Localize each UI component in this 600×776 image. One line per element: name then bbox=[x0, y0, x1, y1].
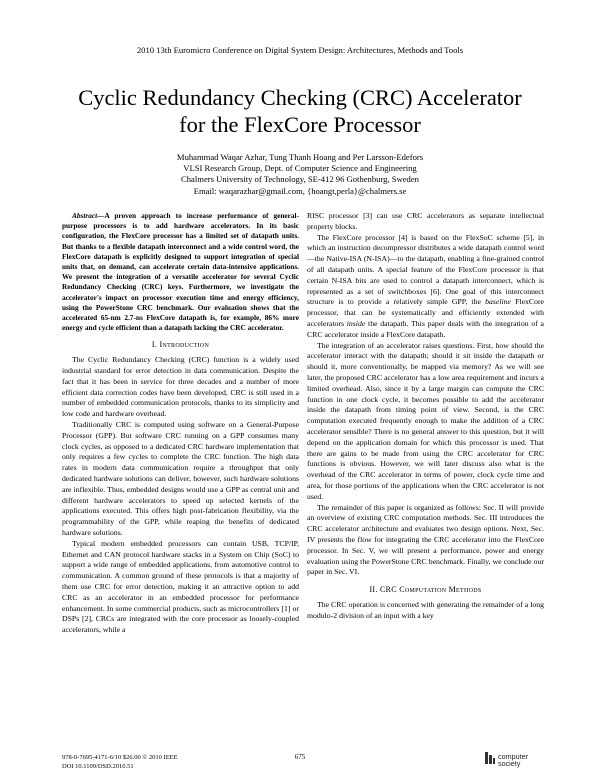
right-paragraph-4: The remainder of this paper is organized as follows: Sec. II will provide an overview of existing CRC computation methods. Sec. III introduces the CRC accelerator architecture and evaluates two design options. Next, Sec. IV presents the flow for integrating the CRC accelerator into the FlexCore processor. In Sec. V, we will present a performance, power and energy evaluation using the PowerStone CRC benchmark. Finally, we conclude our paper in Sec. VI. bbox=[307, 502, 544, 577]
abstract bbox=[62, 211, 299, 333]
right-p2-emphasis-inside: inside bbox=[346, 318, 366, 328]
section-number: I. bbox=[151, 340, 160, 350]
right-paragraph-3: The integration of an accelerator raises questions. First, how should the accelerator interact with the datapath; should it sit inside the datapath or should it, more conventionally, be mapped via memory? As we will see later, the proposed CRC accelerator has a low area requirement and incurs a limited overhead. Also, since it by a large margin can compute the CRC function in one clock cycle, it becomes possible to add the accelerator inside the datapath from timing point of view. Second, is the CRC computation executed frequently enough to make the addition of a CRC accelerator sensible? There is no general answer to this question, but it will depend on the application domain for which this processor is used. That there are gains to be made from using the CRC accelerator for CRC functions is obvious. However, we will later discuss also what is the overhead of the CRC accelerator in terms of power, clock cycle time and area, for those portions of the applications when the CRC accelerator is not used. bbox=[307, 340, 544, 501]
page-number: 675 bbox=[294, 753, 306, 761]
section-heading-crc-methods bbox=[307, 585, 544, 596]
author-names: Muhammad Waqar Azhar, Tung Thanh Hoang and Per Larsson-Edefors bbox=[176, 152, 424, 162]
right-column bbox=[307, 211, 544, 621]
right-paragraph-1: RISC processor [3] can use CRC accelerators as separate intellectual property blocks. bbox=[307, 211, 544, 231]
abstract-label: Abstract bbox=[72, 211, 98, 220]
author-block bbox=[0, 152, 600, 197]
sec2-paragraph-1: The CRC operation is concerned with generating the remainder of a long modulo-2 division of an input with a key bbox=[307, 599, 544, 620]
right-p2-part-a: The FlexCore processor [4] is based on the FlexSoC scheme [5], in which an instruction decompressor distributes a wide datapath control word—the Native-ISA (N-ISA)—to the datapath, enabling a fine-grained control of all datapath units. A special feature of the FlexCore processor is that certain N-ISA bits are used to control a datapath interconnect, which is represented as a set of switchboxes [6]. One goal of this interconnect structure is to provide a relatively simple GPP, the bbox=[307, 232, 544, 307]
affiliation-line2: Chalmers University of Technology, SE-412 96 Gothenburg, Sweden bbox=[181, 174, 419, 185]
section-number: II. bbox=[369, 585, 380, 595]
right-paragraph-2 bbox=[307, 233, 544, 341]
intro-paragraph-1: The Cyclic Redundancy Checking (CRC) function is a widely used industrial standard for error detection in data communication. Despite the fact that it has been in service for three decades and a number of more efficient data correction codes have been developed, CRC is still used in a number of embedded communication protocols, thanks to its simplicity and low code and hardware overhead. bbox=[62, 355, 299, 419]
logo-text bbox=[498, 753, 528, 767]
intro-paragraph-3: Typical modern embedded processors can contain USB, TCP/IP, Ethernet and CAN protocol hardware stacks in a System on Chip (SoC) to support a wide range of embedded applications, from automotive control to communication. A common ground of these protocols is that a majority of them use CRC for error detection, making it an attractive option to add CRC as an accelerator in an embedded processor for performance enhancement. In some commercial products, such as microcontrollers [1] or DSPs [2], CRCs are integrated with the core processor as loosely-coupled accelerators, while a bbox=[62, 538, 299, 635]
right-p2-part-b: FlexCore processor, that can be systematically and efficiently extended with accelerators bbox=[307, 297, 545, 328]
logo-line2: society bbox=[498, 759, 521, 768]
section-title: Introduction bbox=[159, 340, 210, 350]
paper-title bbox=[40, 84, 560, 138]
left-column bbox=[62, 211, 299, 636]
section-heading-introduction bbox=[62, 340, 299, 351]
logo-line1: computer bbox=[498, 752, 528, 761]
computer-society-logo bbox=[484, 748, 544, 770]
computer-society-logo-icon bbox=[484, 751, 496, 765]
paper-title-line1: Cyclic Redundancy Checking (CRC) Accelerator bbox=[78, 85, 522, 110]
conference-header: 2010 13th Euromicro Conference on Digital System Design: Architectures, Methods and Tools bbox=[136, 45, 464, 55]
intro-paragraph-2: Traditionally CRC is computed using software on a General-Purpose Processor (GPP). But software CRC running on a GPP consumes many clock cycles, as opposed to a dedicated CRC hardware implementation that only requires a few cycles to complete the CRC function. The high data rates in modern data communication require a throughput that only dedicated hardware solutions can deliver, however, such hardware solutions are inflexible. Thus, embedded designs would use a GPP as central unit and different hardware accelerators to speed up selected kernels of the applications executed. This offers high post-fabrication flexibility, via the programmability of the GPP, while reaping the benefits of dedicated hardware solutions. bbox=[62, 420, 299, 537]
paper-title-line2: for the FlexCore Processor bbox=[179, 112, 421, 137]
section-title: CRC Computation Methods bbox=[379, 585, 482, 595]
abstract-text: —A proven approach to increase performance of general-purpose processors is to add hardware accelerators. In its basic configuration, the FlexCore processor has a limited set of datapath units. But thanks to a flexible datapath interconnect and a wide control word, the FlexCore datapath is explicitly designed to support integration of special units that, on demand, can accelerate certain data-intensive applications. We present the integration of a versatile accelerator for several Cyclic Redundancy Checking (CRC) keys. Furthermore, we investigate the accelerator's impact on processor execution time and energy efficiency, using the PowerStone CRC benchmark. Our evaluation shows that the accelerated 65-nm 2.7-ns FlexCore datapath is, for example, 86% more energy and cycle efficient than a datapath lacking the CRC accelerator. bbox=[62, 211, 299, 333]
footer-isbn: 978-0-7695-4171-6/10 $26.00 © 2010 IEEE bbox=[62, 754, 178, 761]
author-email: Email: waqarazhar@gmail.com, {hoangt,perla}@chalmers.se bbox=[193, 185, 407, 196]
right-p2-emphasis-baseline: baseline bbox=[485, 297, 511, 307]
affiliation-line1: VLSI Research Group, Dept. of Computer Science and Engineering bbox=[183, 163, 417, 174]
footer-doi: DOI 10.1109/DSD.2010.51 bbox=[62, 763, 134, 770]
right-p2-part-c: the datapath. This paper deals with the integration of a CRC accelerator inside a FlexCore datapath. bbox=[307, 318, 544, 339]
